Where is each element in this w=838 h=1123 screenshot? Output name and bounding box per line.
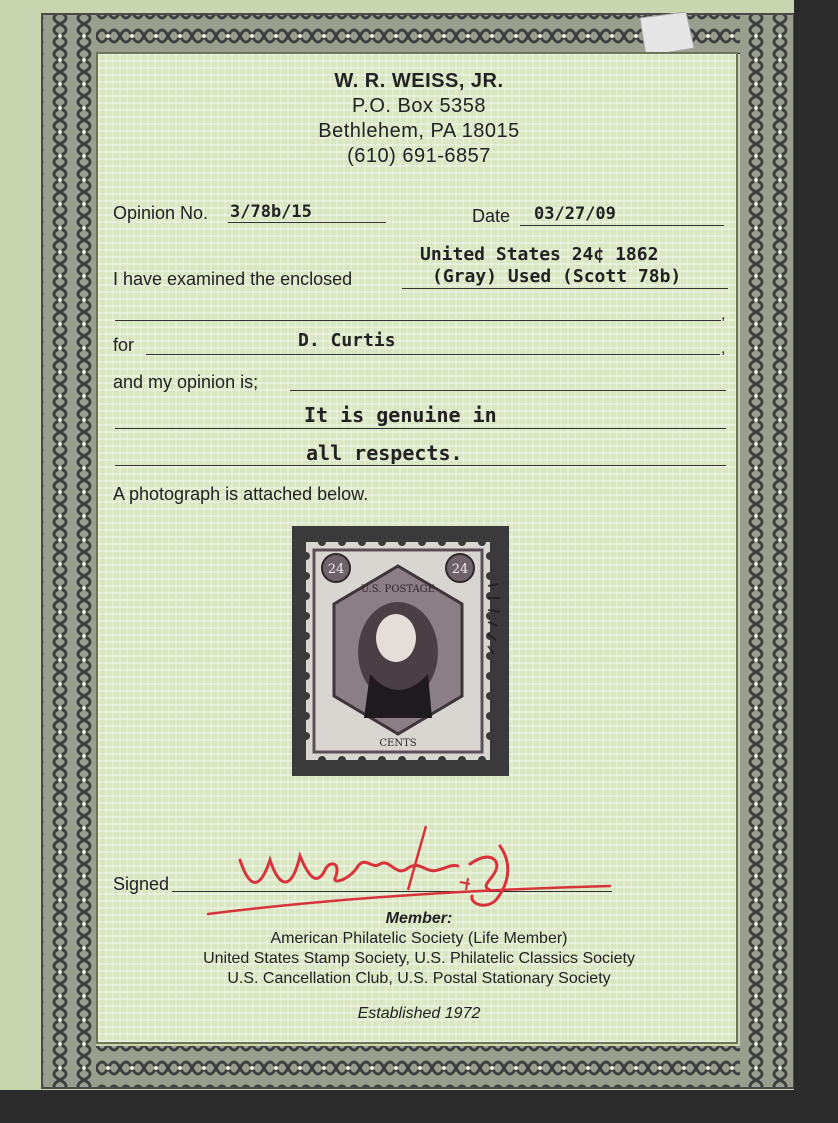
member-line-1: American Philatelic Society (Life Member) xyxy=(270,930,568,947)
opinion-line-0 xyxy=(290,390,726,391)
member-label: Member: xyxy=(385,910,453,927)
for-line xyxy=(146,354,720,355)
comma-1: , xyxy=(721,306,726,323)
stamp-value-right: 24 xyxy=(451,562,469,577)
signed-label: Signed xyxy=(113,874,170,894)
opinion-underline-2 xyxy=(115,465,726,466)
signature xyxy=(200,820,620,920)
opinion-number-label: Opinion No. xyxy=(113,203,209,223)
opinion-number-value: 3/78b/15 xyxy=(230,202,312,222)
item-line-2: (Gray) Used (Scott 78b) xyxy=(432,266,682,287)
opinion-number-line xyxy=(228,222,386,223)
photo-note: A photograph is attached below. xyxy=(113,484,369,504)
for-value: D. Curtis xyxy=(298,330,396,351)
member-line-2: United States Stamp Society, U.S. Philatelic Classics Society xyxy=(203,950,635,967)
opinion-label: and my opinion is; xyxy=(113,372,259,392)
date-label: Date xyxy=(472,206,511,226)
examined-label: I have examined the enclosed xyxy=(113,269,353,289)
examined-line-2 xyxy=(115,320,721,321)
opinion-line-1: It is genuine in xyxy=(304,403,497,427)
date-value: 03/27/09 xyxy=(534,204,616,224)
for-label: for xyxy=(113,335,135,355)
opinion-line-2: all respects. xyxy=(306,441,463,465)
member-line-3: U.S. Cancellation Club, U.S. Postal Stationary Society xyxy=(227,970,611,987)
issuer-phone: (610) 691-6857 xyxy=(347,145,491,167)
comma-2: , xyxy=(721,340,726,357)
opinion-underline-1 xyxy=(115,428,726,429)
examined-line-1 xyxy=(402,288,728,289)
date-line xyxy=(520,225,724,226)
established: Established 1972 xyxy=(357,1005,481,1022)
item-line-1: United States 24¢ 1862 xyxy=(420,244,659,265)
issuer-name: W. R. WEISS, JR. xyxy=(334,70,504,92)
stamp-photograph xyxy=(292,526,509,776)
stamp-value-left: 24 xyxy=(327,562,345,577)
issuer-address-2: Bethlehem, PA 18015 xyxy=(318,120,520,142)
stamp-top-inscription: U.S. POSTAGE xyxy=(361,584,435,595)
stamp-bottom-inscription: CENTS xyxy=(379,738,417,749)
issuer-address-1: P.O. Box 5358 xyxy=(352,95,486,117)
